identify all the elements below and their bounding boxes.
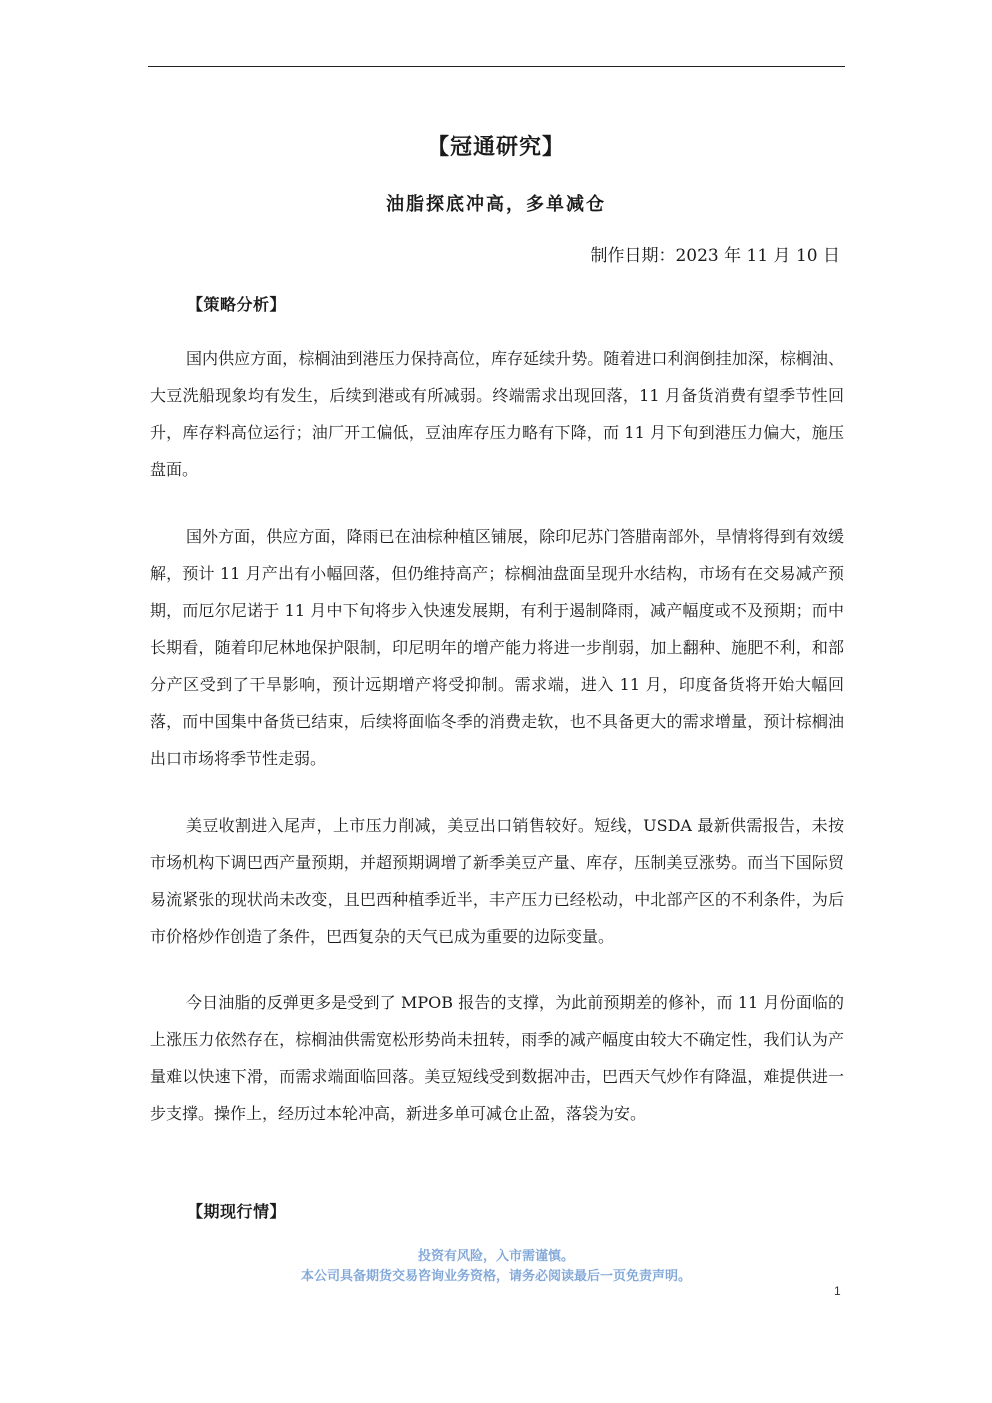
report-date: 制作日期：2023 年 11 月 10 日 <box>590 246 840 266</box>
report-subtitle: 油脂探底冲高，多单减仓 <box>386 194 606 215</box>
paragraph-domestic-supply: 国内供应方面，棕榈油到港压力保持高位，库存延续升势。随着进口利润倒挂加深，棕榈油、大豆洗船现象均有发生，后续到港或有所减弱。终端需求出现回落，11 月备货消费有望季节性回升，库存料高位运行；油厂开工偏低，豆油库存压力略有下降，而 11 月下旬到港压力偏大，施压盘面。 <box>150 349 844 479</box>
header-rule <box>148 66 845 67</box>
page-title: 【冠通研究】 <box>426 134 565 160</box>
section-heading-strategy: 【策略分析】 <box>187 295 287 314</box>
paragraph-outlook: 今日油脂的反弹更多是受到了 MPOB 报告的支撑，为此前预期差的修补，而 11 月份面临的上涨压力依然存在，棕榈油供需宽松形势尚未扭转，雨季的减产幅度由较大不确定性，我们认为产量难以快速下滑，而需求端面临回落。美豆短线受到数据冲击，巴西天气炒作有降温，难提供进一步支撑。操作上，经历过本轮冲高，新进多单可减仓止盈，落袋为安。 <box>150 993 844 1123</box>
paragraph-overseas-supply: 国外方面，供应方面，降雨已在油棕种植区铺展，除印尼苏门答腊南部外，旱情将得到有效缓解，预计 11 月产出有小幅回落，但仍维持高产；棕榈油盘面呈现升水结构，市场有在交易减产预期，而厄尔尼诺于 11 月中下旬将步入快速发展期，有利于遏制降雨，减产幅度或不及预期；而中长期看，随着印尼林地保护限制，印尼明年的增产能力将进一步削弱，加上翻种、施肥不利，和部分产区受到了干旱影响，预计远期增产将受抑制。需求端，进入 11 月，印度备货将开始大幅回落，而中国集中备货已结束，后续将面临冬季的消费走软，也不具备更大的需求增量，预计棕榈油出口市场将季节性走弱。 <box>150 527 844 768</box>
risk-disclaimer: 投资有风险，入市需谨慎。 <box>417 1249 574 1264</box>
page-number: 1 <box>834 1284 841 1298</box>
section-heading-market: 【期现行情】 <box>187 1202 287 1221</box>
qualification-disclaimer: 本公司具备期货交易咨询业务资格，请务必阅读最后一页免责声明。 <box>300 1269 691 1284</box>
paragraph-us-soybean: 美豆收割进入尾声，上市压力削减，美豆出口销售较好。短线，USDA 最新供需报告，未按市场机构下调巴西产量预期，并超预期调增了新季美豆产量、库存，压制美豆涨势。而当下国际贸易流紧张的现状尚未改变，且巴西种植季近半，丰产压力已经松动，中北部产区的不利条件，为后市价格炒作创造了条件，巴西复杂的天气已成为重要的边际变量。 <box>150 816 844 946</box>
